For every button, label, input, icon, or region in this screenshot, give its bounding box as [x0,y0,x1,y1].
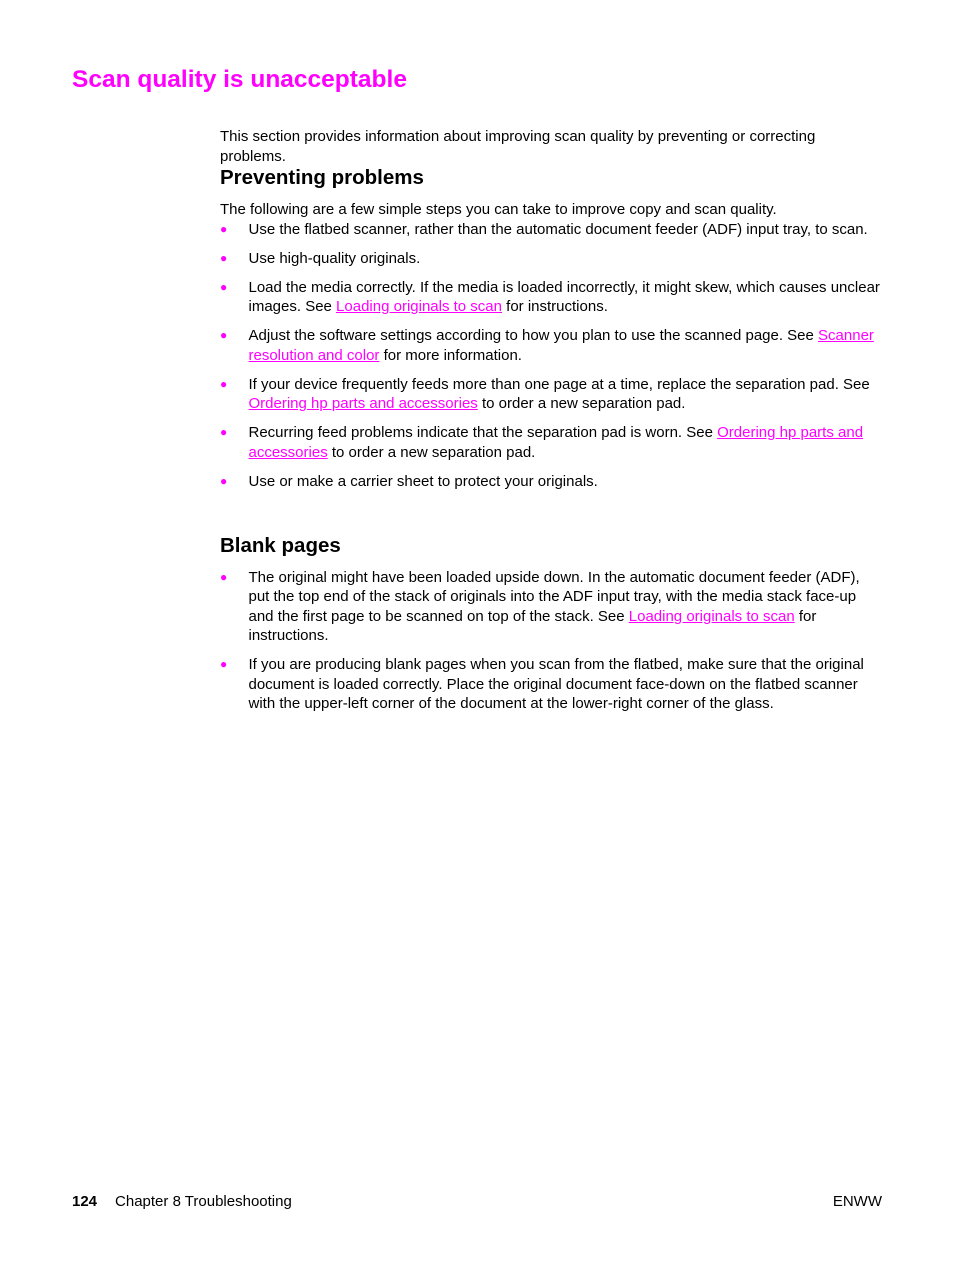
list-item-text: to order a new separation pad. [327,443,536,461]
list-item [220,423,884,462]
section-heading-blank-pages: Blank pages [220,533,341,557]
list-item-text: Recurring feed problems indicate that the separation pad is worn. See [248,424,718,441]
section-heading-preventing-problems: Preventing problems [220,166,424,189]
link-ordering-hp-parts-and-accessories[interactable]: Ordering hp parts and accessories [248,395,478,412]
bullet-icon: ● [220,221,228,236]
list-item [220,220,884,240]
list-item [220,278,884,317]
footer-chapter: Chapter 8 Troubleshooting [115,1193,292,1210]
main-content [220,127,884,723]
list-item-text: Use the flatbed scanner, rather than the automatic document feeder (ADF) input tray, to scan. [248,220,868,238]
list-item-text: for instructions. [248,607,817,644]
list-item-text: for more information. [379,346,522,364]
link-ordering-hp-parts-and-accessories[interactable]: Ordering hp parts and accessories [248,424,864,461]
footer-page-number: 124 [72,1193,98,1210]
section-spacer [220,501,884,534]
list-item [220,655,884,714]
list-item [220,375,884,414]
list-item [220,326,884,365]
intro-paragraph: This section provides information about improving scan quality by preventing or correcting problems. [220,128,816,165]
link-loading-originals-to-scan[interactable]: Loading originals to scan [628,607,795,625]
list-item-text: Adjust the software settings according to how you plan to use the scanned page. See [248,327,819,344]
bullet-icon: ● [220,425,228,439]
list-item-text: for instructions. [502,298,608,315]
bullet-icon: ● [220,657,228,671]
list-item-text: Load the media correctly. If the media is loaded incorrectly, it might skew, which causes unclear images. See [248,278,880,315]
list-item-text: Use or make a carrier sheet to protect your originals. [248,472,598,490]
link-loading-originals-to-scan[interactable]: Loading originals to scan [336,298,502,315]
bullet-icon: ● [220,376,228,391]
bullet-icon: ● [220,279,228,294]
list-item [220,568,884,646]
list-item-text: If your device frequently feeds more than one page at a time, replace the separation pad. See [248,375,870,393]
preventing-lead-paragraph: The following are a few simple steps you can take to improve copy and scan quality. [220,201,777,218]
bullet-icon: ● [220,569,228,584]
bullet-icon: ● [220,473,228,488]
list-item-text: to order a new separation pad. [477,395,686,412]
list-item-text: Use high-quality originals. [248,249,421,267]
link-scanner-resolution-and-color[interactable]: Scanner resolution and color [248,327,874,364]
list-item [220,472,884,492]
list-item-text: If you are producing blank pages when you scan from the flatbed, make sure that the original document is loaded correctly. Place the original document face-down on the flatbed scanner with the upper-left corner of the document at the lower-right corner of the glass. [248,656,864,712]
footer-right-label: ENWW [832,1193,882,1210]
preventing-list [220,220,884,492]
bullet-icon: ● [220,328,228,342]
list-item-text: The original might have been loaded upside down. In the automatic document feeder (ADF), put the top end of the stack of originals into the ADF input tray, with the media stack face-up and the first page to be scanned on top of the stack. See [248,568,860,625]
page-footer [72,1192,882,1211]
bullet-icon: ● [220,250,228,265]
page-title: Scan quality is unacceptable [72,66,407,93]
list-item [220,249,884,269]
blank-pages-list [220,568,884,714]
